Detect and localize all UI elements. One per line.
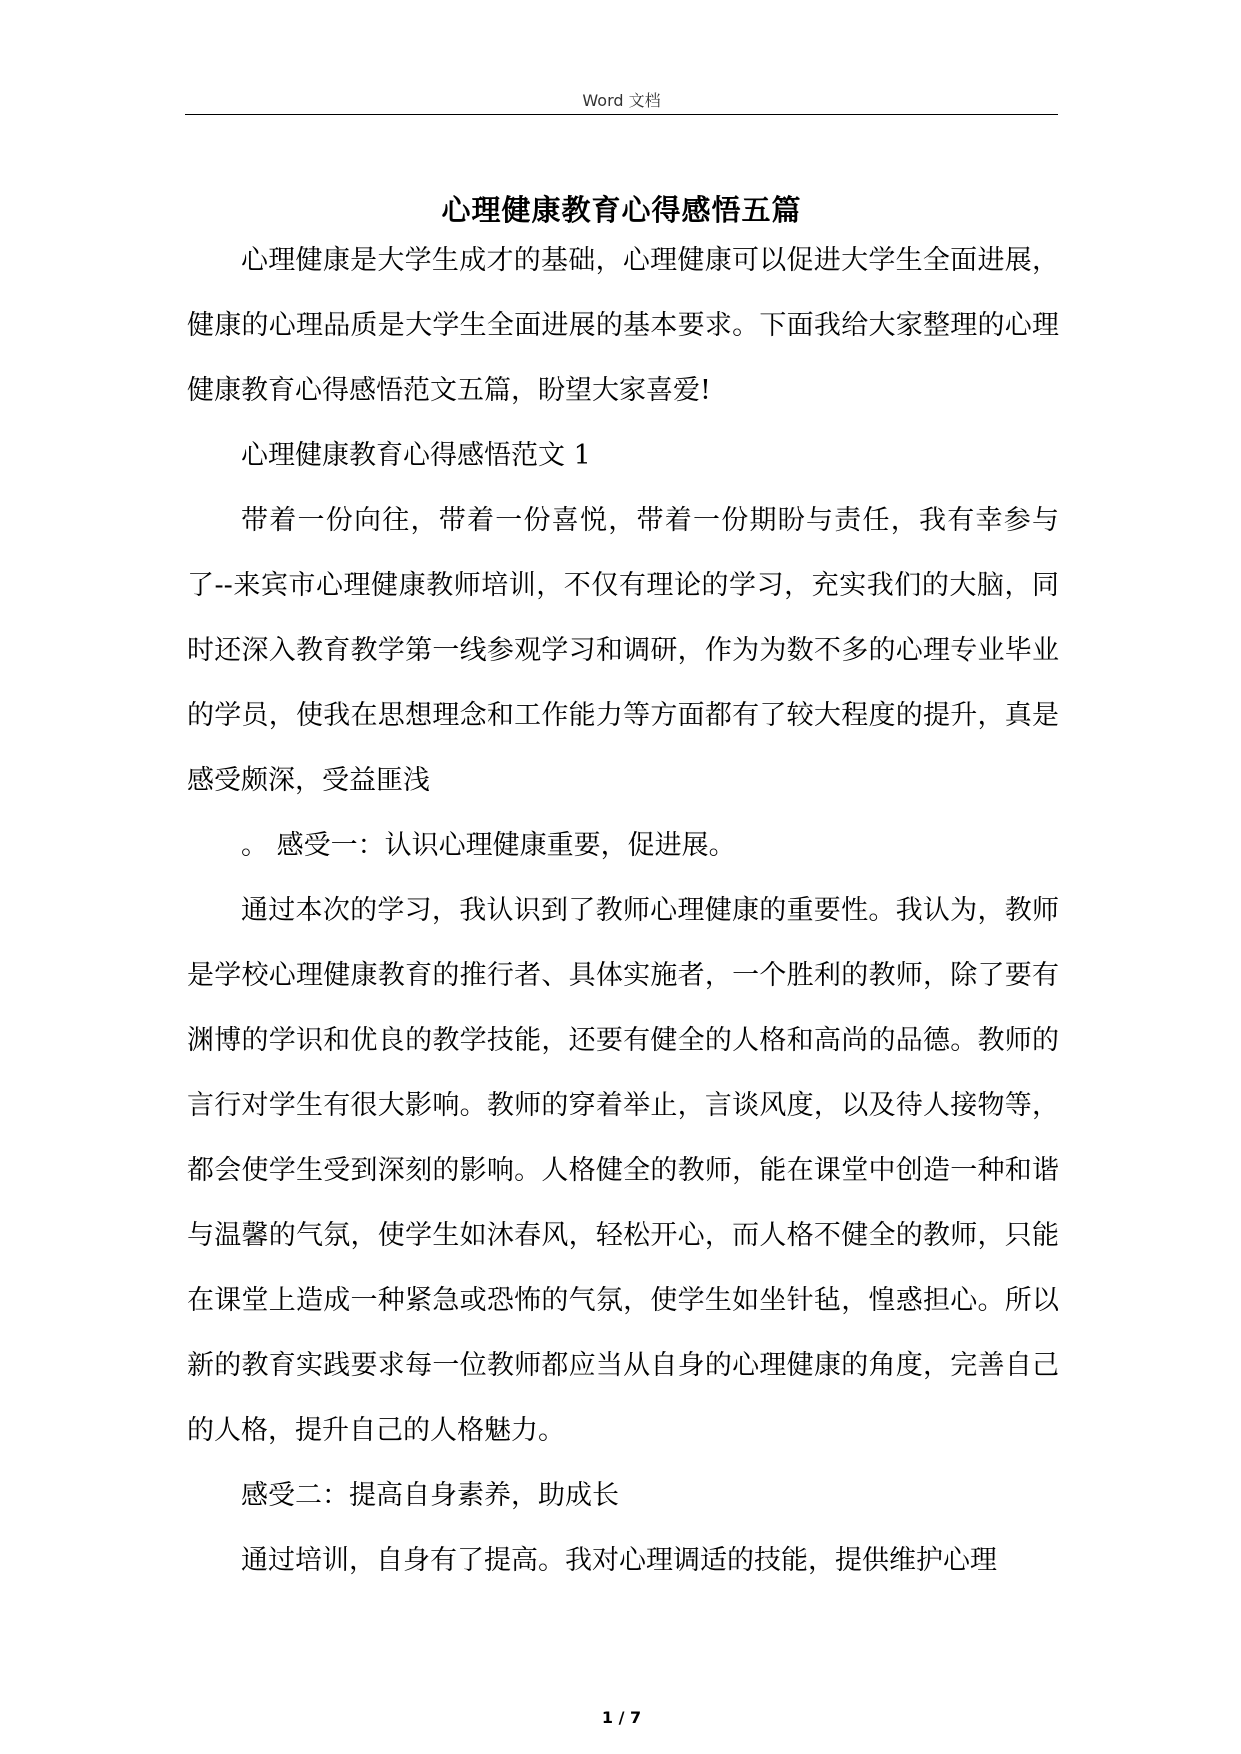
- document-body: [187, 228, 1059, 1593]
- paragraph-3: 通过培训，自身有了提高。我对心理调适的技能，提供维护心理: [241, 1545, 997, 1576]
- paragraph-1: 带着一份向往，带着一份喜悦，带着一份期盼与责任，我有幸参与了--来宾市心理健康教师培训，不仅有理论的学习，充实我们的大脑，同时还深入教育教学第一线参观学习和调研，作为为数不多的心理专业毕业的学员，使我在思想理念和工作能力等方面都有了较大程度的提升，真是感受颇深，受益匪浅: [187, 505, 1059, 796]
- header-divider: [185, 114, 1058, 115]
- subheading-feeling-2: 感受二：提高自身素养，助成长: [241, 1480, 619, 1511]
- subheading-feeling-1: 。 感受一：认识心理健康重要，促进展。: [241, 830, 736, 861]
- page-header: Word 文档: [582, 91, 661, 110]
- document-title: 心理健康教育心得感悟五篇: [441, 193, 802, 227]
- section-heading-1: 心理健康教育心得感悟范文 1: [241, 440, 591, 471]
- paragraph-intro: 心理健康是大学生成才的基础，心理健康可以促进大学生全面进展，健康的心理品质是大学生全面进展的基本要求。下面我给大家整理的心理健康教育心得感悟范文五篇，盼望大家喜爱!: [187, 245, 1059, 406]
- paragraph-2: 通过本次的学习，我认识到了教师心理健康的重要性。我认为，教师是学校心理健康教育的推行者、具体实施者，一个胜利的教师，除了要有渊博的学识和优良的教学技能，还要有健全的人格和高尚的品德。教师的言行对学生有很大影响。教师的穿着举止，言谈风度，以及待人接物等，都会使学生受到深刻的影响。人格健全的教师，能在课堂中创造一种和谐与温馨的气氛，使学生如沐春风，轻松开心，而人格不健全的教师，只能在课堂上造成一种紧急或恐怖的气氛，使学生如坐针毡，惶惑担心。所以新的教育实践要求每一位教师都应当从自身的心理健康的角度，完善自己的人格，提升自己的人格魅力。: [187, 895, 1059, 1446]
- page-number: 1 / 7: [601, 1708, 642, 1727]
